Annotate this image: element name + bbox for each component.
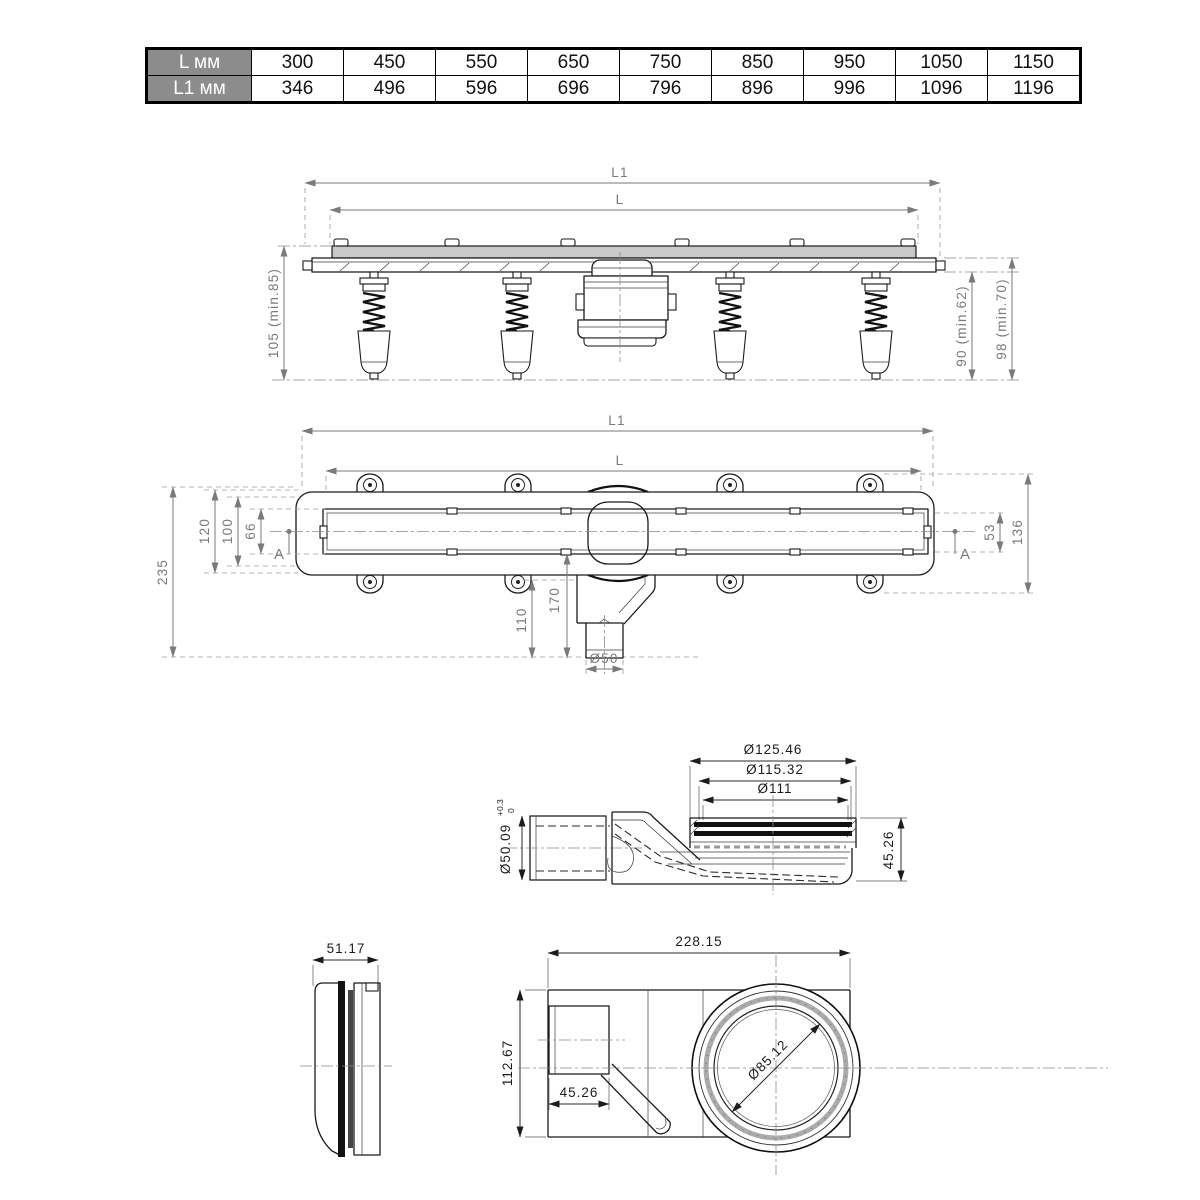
table-cell: 550 bbox=[436, 49, 528, 76]
table-cell: 496 bbox=[344, 76, 436, 103]
flange-outline bbox=[296, 492, 934, 575]
table-cell: 1150 bbox=[988, 49, 1081, 76]
table-cell: 696 bbox=[528, 76, 620, 103]
svg-text:0: 0 bbox=[506, 808, 516, 813]
dim-flange-dia: Ø125.46 bbox=[743, 742, 803, 757]
table-cell: 300 bbox=[252, 49, 344, 76]
end-hook-right bbox=[936, 261, 945, 270]
grate-strip bbox=[332, 246, 916, 258]
section-mark-right bbox=[953, 529, 971, 563]
cap-side-view bbox=[300, 941, 392, 1157]
dim-bottom-width: 112.67 bbox=[500, 1039, 515, 1087]
section-label-a-right: A bbox=[960, 546, 971, 563]
side-elevation-view bbox=[266, 165, 1020, 380]
dim-grate-dia: Ø111 bbox=[757, 781, 793, 796]
table-cell: 750 bbox=[620, 49, 712, 76]
dim-l-top: L bbox=[615, 453, 625, 468]
table-cell: 346 bbox=[252, 76, 344, 103]
cap-cylinder bbox=[354, 983, 380, 1155]
dim-pipe-length: 45.26 bbox=[559, 1085, 599, 1100]
table-cell: 650 bbox=[528, 49, 620, 76]
dim-offset-53: 53 bbox=[982, 523, 997, 541]
section-mark-left bbox=[274, 529, 292, 563]
cap-gasket bbox=[348, 990, 353, 1148]
dim-outlet-depth: 170 bbox=[547, 586, 562, 614]
table-cell: 1196 bbox=[988, 76, 1081, 103]
table-cell: 596 bbox=[436, 76, 528, 103]
table-cell: 850 bbox=[712, 49, 804, 76]
table-cell: 1050 bbox=[896, 49, 988, 76]
dim-tab-span: 136 bbox=[1010, 518, 1025, 546]
dim-flange-width: 120 bbox=[197, 517, 212, 545]
siphon-bulge-bottom bbox=[588, 575, 648, 581]
dim-inner-width: 100 bbox=[220, 517, 235, 545]
table-cell: 896 bbox=[712, 76, 804, 103]
table-cell: 996 bbox=[804, 76, 896, 103]
diagonal-pipe bbox=[601, 1064, 670, 1134]
table-row-header: L мм bbox=[147, 49, 252, 76]
bottom-pipe-stub bbox=[549, 1006, 609, 1074]
dim-ring-dia: Ø115.32 bbox=[746, 762, 804, 777]
siphon-section-view bbox=[495, 742, 907, 895]
dim-bottom-length: 228.15 bbox=[675, 934, 723, 949]
dim-cap-depth: 51.17 bbox=[326, 941, 366, 956]
table-cell: 1096 bbox=[896, 76, 988, 103]
svg-text:+0.3: +0.3 bbox=[495, 799, 505, 816]
end-hook-left bbox=[303, 261, 312, 270]
siphon-bulge-top bbox=[588, 486, 648, 492]
table-row-header: L1 мм bbox=[147, 76, 252, 103]
table-cell: 450 bbox=[344, 49, 436, 76]
dim-l1-top: L1 bbox=[608, 413, 626, 428]
dim-channel-width: 66 bbox=[243, 522, 258, 540]
dim-l-side: L bbox=[615, 192, 625, 207]
section-label-a-left: A bbox=[273, 546, 284, 563]
dim-height-flange: 98 (min.70) bbox=[994, 278, 1009, 360]
table-cell: 796 bbox=[620, 76, 712, 103]
dim-height-body: 90 (min.62) bbox=[954, 285, 969, 367]
dim-outlet-dia: Ø50 bbox=[589, 651, 619, 666]
section-flange bbox=[660, 818, 856, 852]
dim-section-height: 45.26 bbox=[881, 830, 896, 870]
dim-depth-total: 235 bbox=[155, 558, 170, 586]
svg-text:Ø85.12: Ø85.12 bbox=[744, 1036, 791, 1083]
cap-seal-ring bbox=[338, 981, 345, 1157]
dim-l1-side: L1 bbox=[611, 165, 629, 180]
cap-shell bbox=[315, 983, 340, 1155]
siphon-bottom-view bbox=[500, 934, 1108, 1175]
svg-text:Ø50.09: Ø50.09 bbox=[498, 823, 513, 875]
dim-height-total: 105 (min.85) bbox=[266, 267, 281, 359]
dim-pipe-dia bbox=[495, 799, 516, 874]
top-view bbox=[155, 413, 1034, 674]
dim-outlet-offset: 110 bbox=[514, 607, 529, 633]
table-cell: 950 bbox=[804, 49, 896, 76]
